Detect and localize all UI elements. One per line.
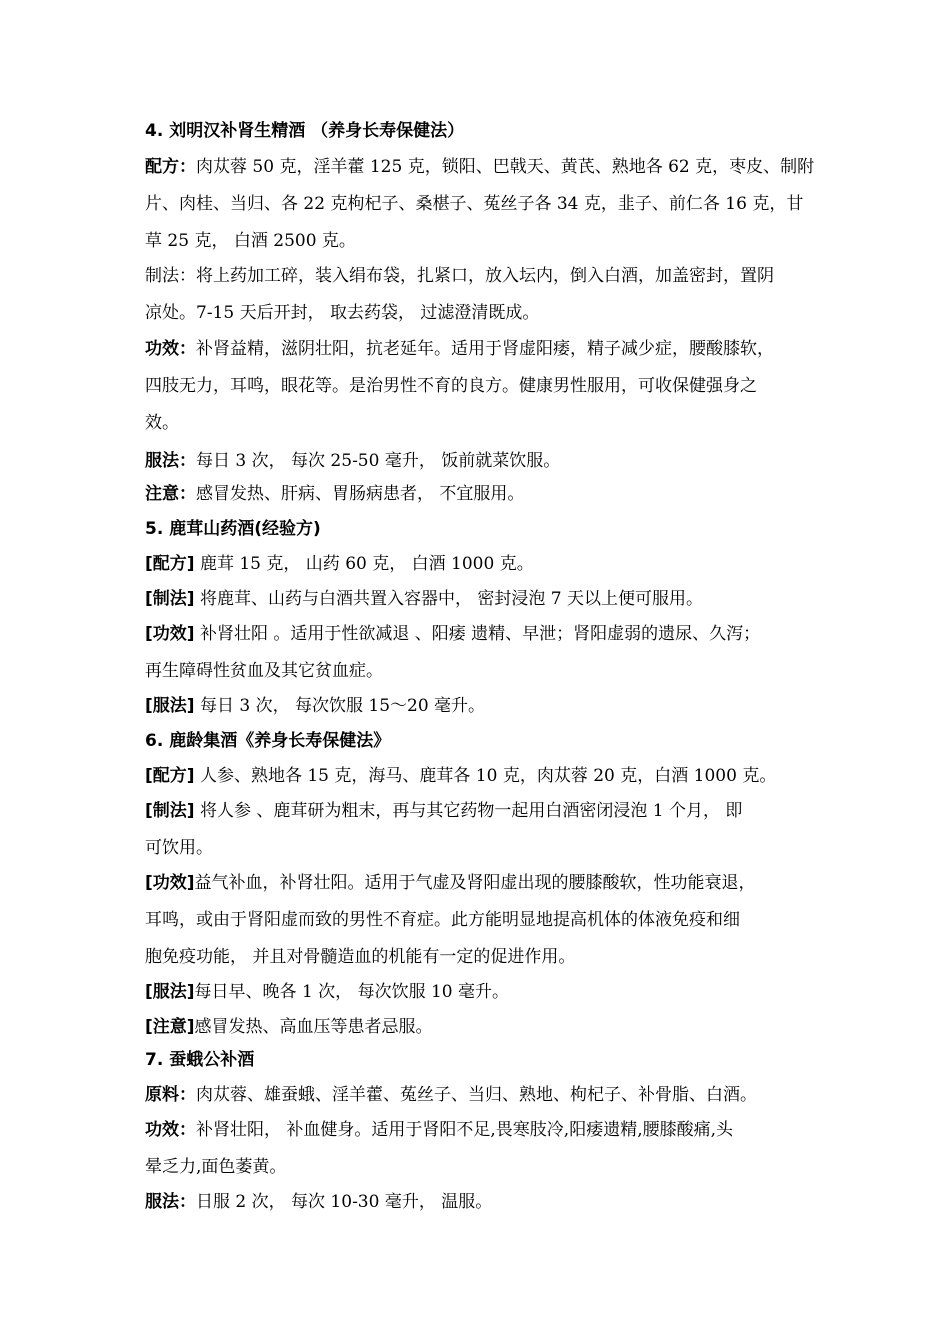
effect-text: 胞免疫功能， 并且对骨髓造血的机能有一定的促进作用。 [145, 947, 576, 967]
caution-text: 感冒发热、高血压等患者忌服。 [194, 1017, 433, 1037]
effect-text: 补肾壮阳， 补血健身。适用于肾阳不足,畏寒肢冷,阳痿遗精,腰膝酸痛,头 [196, 1120, 734, 1140]
caution-text: 感冒发热、肝病、胃肠病患者， 不宜服用。 [196, 484, 525, 504]
recipe-title: 7. 蚕蛾公补酒 [145, 1050, 255, 1070]
ingredients-label: 原料： [145, 1085, 196, 1105]
effect-text: 益气补血，补肾壮阳。适用于气虚及肾阳虚出现的腰膝酸软，性功能衰退， [194, 873, 756, 893]
formula-label: [配方] [145, 766, 195, 786]
usage-line [145, 450, 560, 472]
effect-line [145, 338, 774, 360]
effect-line [145, 872, 756, 894]
formula-text: 鹿茸 15 克， 山药 60 克， 白酒 1000 克。 [199, 554, 534, 574]
ingredients-line [145, 1084, 757, 1106]
usage-text: 每日 3 次， 每次饮服 15～20 毫升。 [199, 696, 486, 716]
effect-label: 功效： [145, 1120, 196, 1140]
method-label: 制法： [145, 266, 196, 286]
effect-line [145, 1119, 733, 1141]
usage-text: 每日早、晚各 1 次， 每次饮服 10 毫升。 [194, 982, 510, 1002]
effect-text: 效。 [145, 413, 179, 433]
effect-text: 晕乏力,面色萎黄。 [145, 1157, 287, 1177]
method-text: 将鹿茸、山药与白酒共置入容器中， 密封浸泡 7 天以上便可服用。 [199, 589, 703, 609]
formula-text: 草 25 克， 白酒 2500 克。 [145, 231, 356, 251]
effect-text: 耳鸣，或由于肾阳虚而致的男性不育症。此方能明显地提高机体的体液免疫和细 [145, 910, 740, 930]
method-text: 可饮用。 [145, 838, 213, 858]
ingredients-text: 肉苁蓉、雄蚕蛾、淫羊藿、菟丝子、当归、熟地、枸杞子、补骨脂、白酒。 [196, 1085, 757, 1105]
usage-text: 每日 3 次， 每次 25-50 毫升， 饭前就菜饮服。 [196, 451, 561, 471]
effect-line [145, 623, 760, 645]
formula-label: [配方] [145, 554, 195, 574]
effect-text: 再生障碍性贫血及其它贫血症。 [145, 661, 383, 681]
formula-text: 人参、熟地各 15 克，海马、鹿茸各 10 克，肉苁蓉 20 克，白酒 1000 克。 [199, 766, 777, 786]
usage-label: [服法] [145, 696, 195, 716]
recipe-title: 6. 鹿龄集酒《养身长寿保健法》 [145, 731, 391, 751]
caution-line [145, 1016, 433, 1038]
effect-label: [功效] [145, 624, 195, 644]
usage-label: 服法： [145, 451, 196, 471]
method-label: [制法] [145, 589, 195, 609]
usage-line [145, 695, 485, 717]
method-label: [制法] [145, 801, 195, 821]
usage-label: 服法： [145, 1192, 196, 1212]
formula-line [145, 156, 814, 178]
caution-line [145, 483, 524, 505]
method-line [145, 588, 703, 610]
formula-text: 肉苁蓉 50 克，淫羊藿 125 克，锁阳、巴戟天、黄芪、熟地各 62 克，枣皮、制附 [196, 157, 815, 177]
method-line [145, 800, 742, 822]
usage-label: [服法] [145, 982, 195, 1002]
effect-text: 补肾壮阳 。适用于性欲减退 、阳痿 遗精、早泄；肾阳虚弱的遗尿、久泻； [199, 624, 761, 644]
method-line [145, 265, 774, 287]
caution-label: [注意] [145, 1017, 195, 1037]
formula-label: 配方： [145, 157, 196, 177]
method-text: 将人参 、鹿茸研为粗末，再与其它药物一起用白酒密闭浸泡 1 个月， 即 [199, 801, 743, 821]
recipe-title: 4. 刘明汉补肾生精酒 （养身长寿保健法） [145, 121, 465, 141]
effect-text: 四肢无力，耳鸣，眼花等。是治男性不育的良方。健康男性服用，可收保健强身之 [145, 376, 757, 396]
usage-text: 日服 2 次， 每次 10-30 毫升， 温服。 [196, 1192, 493, 1212]
formula-text: 片、肉桂、当归、各 22 克枸杞子、桑椹子、菟丝子各 34 克，韭子、前仁各 16 克，甘 [145, 194, 804, 214]
method-text: 凉处。7-15 天后开封， 取去药袋， 过滤澄清既成。 [145, 303, 540, 323]
caution-label: 注意： [145, 484, 196, 504]
recipe-title: 5. 鹿茸山药酒(经验方) [145, 519, 321, 539]
effect-label: 功效： [145, 339, 196, 359]
usage-line [145, 981, 509, 1003]
method-text: 将上药加工碎，装入绢布袋，扎紧口，放入坛内，倒入白酒，加盖密封，置阴 [196, 266, 774, 286]
formula-line [145, 765, 776, 787]
usage-line [145, 1191, 492, 1213]
effect-label: [功效] [145, 873, 195, 893]
formula-line [145, 553, 534, 575]
effect-text: 补肾益精，滋阴壮阳，抗老延年。适用于肾虚阳痿，精子减少症，腰酸膝软， [196, 339, 774, 359]
